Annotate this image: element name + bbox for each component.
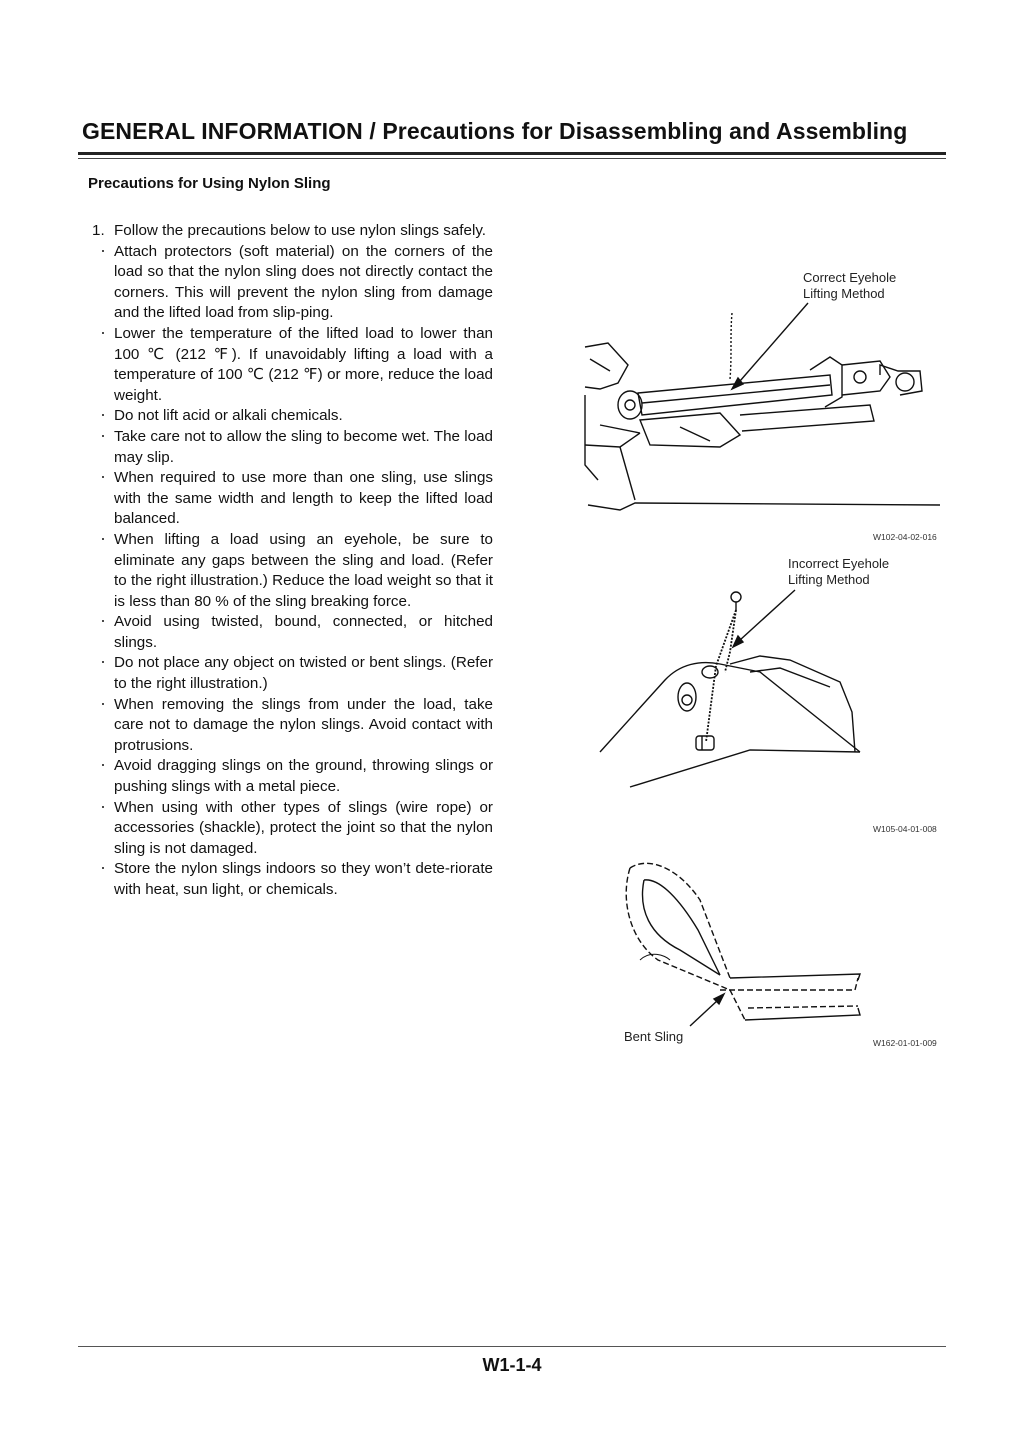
bullet-text: Avoid using twisted, bound, connected, or hitched slings. <box>114 613 493 651</box>
figure-incorrect-eyehole <box>590 552 950 842</box>
bent-sling-illustration <box>610 850 950 1030</box>
bullet-text: When removing the slings from under the load, take care not to damage the nylon slings. Avoid contact with protrusions. <box>114 695 493 754</box>
bullet-icon: ・ <box>97 863 109 876</box>
bullet-text: Do not place any object on twisted or bent slings. (Refer to the right illustration.) <box>114 654 493 693</box>
bullet-text: Do not lift acid or alkali chemicals. <box>114 407 343 425</box>
page-title: GENERAL INFORMATION / Precautions for Disassembling and Assembling <box>82 118 908 144</box>
list-item <box>92 468 493 530</box>
bullet-text: Store the nylon slings indoors so they won’t dete-riorate with heat, sun light, or chemicals. <box>114 860 493 898</box>
bullet-icon: ・ <box>97 760 109 773</box>
title-rule-thin <box>78 158 946 159</box>
bullet-text: Lower the temperature of the lifted load to lower than 100 ℃ (212 ℉). If unavoidably lifting a load with a temperature of 100 ℃ (212 ℉) or more, reduce the load weight. <box>114 324 493 404</box>
figure-code: W105-04-01-008 <box>873 824 937 834</box>
correct-eyehole-illustration <box>580 265 950 525</box>
figure-label: Correct Eyehole <box>803 270 897 285</box>
bullet-icon: ・ <box>97 533 109 546</box>
figure-label: Incorrect Eyehole <box>788 556 890 571</box>
item-text: Follow the precautions below to use nylon slings safely. <box>114 222 487 239</box>
bullet-icon: ・ <box>97 801 109 814</box>
figure-label: Lifting Method <box>803 286 885 301</box>
footer-rule <box>78 1346 946 1347</box>
page-number: W1-1-4 <box>482 1355 542 1375</box>
list-item <box>92 324 493 406</box>
figure-label: Bent Sling <box>624 1029 684 1044</box>
bullet-text: Take care not to allow the sling to become wet. The load may slip. <box>114 427 493 466</box>
figure-bent-sling <box>610 850 950 1055</box>
list-item <box>92 242 493 324</box>
bullet-list <box>92 242 493 901</box>
bullet-icon: ・ <box>97 472 109 485</box>
bullet-text: When using with other types of slings (wire rope) or accessories (shackle), protect the joint so that the nylon sling is not damaged. <box>114 798 493 857</box>
list-item <box>92 798 493 860</box>
bullet-text: Attach protectors (soft material) on the corners of the load so that the nylon sling does not directly contact the corners. This will prevent the nylon sling from damage and the lifted load from slip-ping. <box>114 242 493 322</box>
bullet-icon: ・ <box>97 245 109 258</box>
title-rule-thick <box>78 152 946 155</box>
list-item <box>92 612 493 653</box>
list-item <box>92 859 493 900</box>
incorrect-eyehole-illustration <box>590 552 950 812</box>
body-text <box>92 221 493 901</box>
figure-correct-eyehole <box>580 265 950 545</box>
bullet-icon: ・ <box>97 410 109 423</box>
bullet-icon: ・ <box>97 327 109 340</box>
bullet-text: Avoid dragging slings on the ground, throwing slings or pushing slings with a metal piece. <box>114 757 493 796</box>
figure-code: W102-04-02-016 <box>873 532 937 542</box>
list-item <box>92 653 493 694</box>
item-number: 1. <box>92 222 105 239</box>
list-item <box>92 406 493 427</box>
section-title: Precautions for Using Nylon Sling <box>88 175 331 192</box>
list-item <box>92 530 493 612</box>
figure-label: Lifting Method <box>788 572 870 587</box>
numbered-item <box>92 221 493 242</box>
bullet-icon: ・ <box>97 430 109 443</box>
bullet-icon: ・ <box>97 698 109 711</box>
bullet-text: When lifting a load using an eyehole, be sure to eliminate any gaps between the sling and load. (Refer to the right illustration.) Reduce the load weight so that it is less than 80 % of the sling breaking force. <box>114 530 493 610</box>
figure-code: W162-01-01-009 <box>873 1038 937 1048</box>
bullet-text: When required to use more than one sling, use slings with the same width and length to keep the lifted load balanced. <box>114 469 493 528</box>
bullet-icon: ・ <box>97 657 109 670</box>
list-item <box>92 695 493 757</box>
list-item <box>92 756 493 797</box>
list-item <box>92 427 493 468</box>
bullet-icon: ・ <box>97 616 109 629</box>
